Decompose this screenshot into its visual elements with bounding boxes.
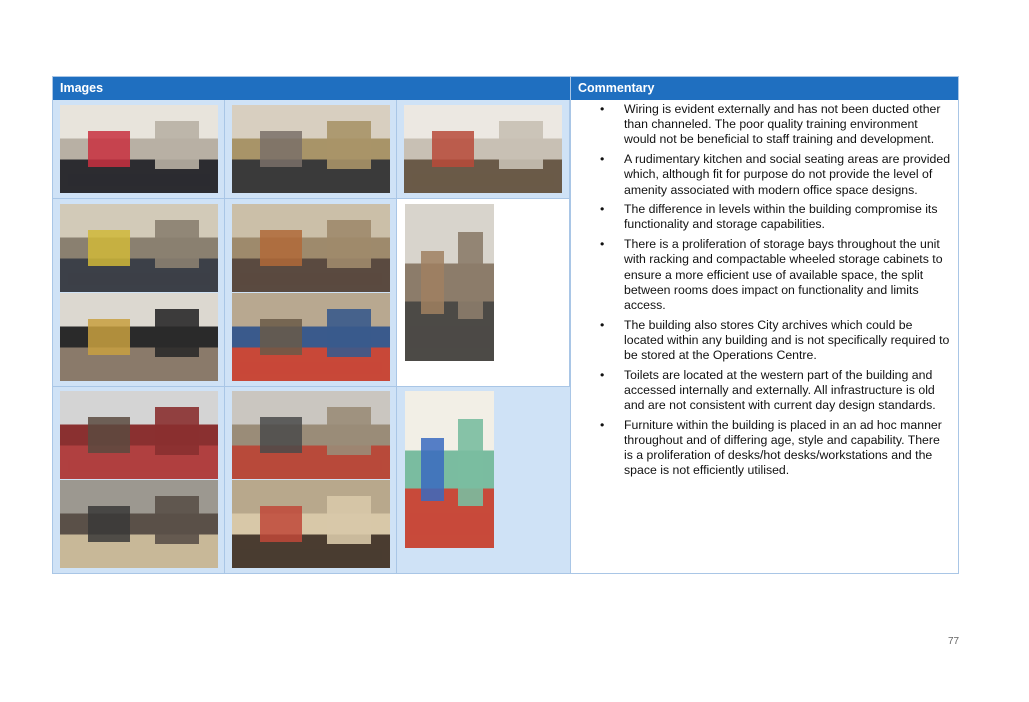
- commentary-item: • Wiring is evident externally and has not been ducted other than channeled. The poor quality training environment would not be beneficial to staff training and development.: [600, 102, 941, 147]
- kitchen-area-photo: [404, 105, 562, 193]
- bullet-icon: •: [600, 152, 605, 167]
- commentary-item: • The building also stores City archives which could be located within any building and is not specifically required to be stored at the Operations Centre.: [600, 317, 950, 363]
- bullet-icon: •: [600, 417, 605, 432]
- bullet-icon: •: [600, 202, 605, 217]
- bullet-icon: •: [600, 237, 605, 252]
- bullet-icon: •: [600, 317, 605, 332]
- evacuation-diagram-photo: [405, 391, 494, 548]
- roller-door-pallets-photo: [60, 391, 218, 479]
- boxes-shelving-photo: [232, 480, 390, 568]
- commentary-list: [571, 102, 958, 479]
- commentary-item: • The difference in levels within the building compromise its functionality and storage capabilities.: [600, 202, 938, 232]
- office-desk-window-photo: [232, 105, 390, 193]
- commentary-cell: [570, 100, 958, 573]
- bullet-icon: •: [600, 367, 605, 382]
- images-header: Images: [53, 77, 570, 100]
- racking-shelves-photo: [232, 293, 390, 381]
- archive-storage-photo: [60, 480, 218, 568]
- commentary-header: Commentary: [570, 77, 958, 100]
- wrapped-stock-photo: [232, 391, 390, 479]
- bullet-icon: •: [600, 102, 605, 116]
- commentary-item: • A rudimentary kitchen and social seating areas are provided which, although fit for purpose do not provide the level of amenity associated with modern office space designs.: [600, 152, 951, 197]
- commentary-item: • There is a proliferation of storage bays throughout the unit with racking and compactable wheeled storage cabinets to ensure a more efficient use of available space, the split between rooms does impact on functionality and limits access.: [600, 237, 943, 312]
- storage-room-table-photo: [232, 204, 390, 292]
- workshop-desk-photo: [60, 204, 218, 292]
- stairwell-photo: [405, 204, 494, 361]
- office-workstations-photo: [60, 105, 218, 193]
- wall-hung-cables-photo: [60, 293, 218, 381]
- commentary-item: • Furniture within the building is placed in an ad hoc manner throughout and of differing age, style and capability. There is a proliferation of desks/hot desks/workstations and the space is not efficiently utilised.: [600, 417, 942, 478]
- images-commentary-table: [52, 76, 959, 574]
- page-number: 77: [948, 636, 960, 647]
- commentary-item: • Toilets are located at the western part of the building and accessed internally and externally. All infrastructure is old and are not consistent with current day design standards.: [600, 367, 936, 413]
